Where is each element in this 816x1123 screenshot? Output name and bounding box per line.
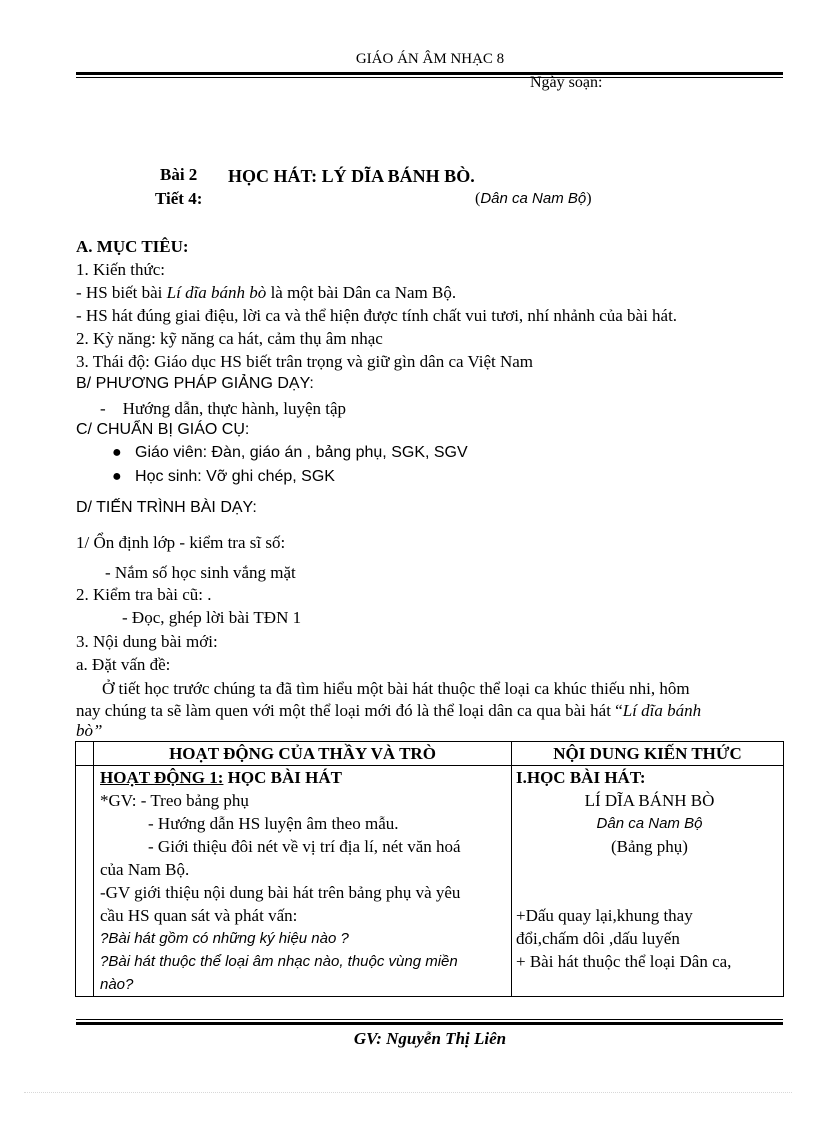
lesson-origin: (Dân ca Nam Bộ) — [475, 190, 592, 207]
section-b-heading: B/ PHƯƠNG PHÁP GIẢNG DẠY: — [76, 375, 314, 392]
table-head-activities: HOẠT ĐỘNG CỦA THẦY VÀ TRÒ — [94, 742, 512, 766]
header-rule-thin — [76, 77, 783, 78]
activity-line: -GV giới thiệu nội dung bài hát trên bảng phụ và yêu — [100, 883, 461, 902]
activity-line: - Giới thiệu đôi nét về vị trí địa lí, nét văn hoá — [148, 837, 461, 856]
table-row — [76, 766, 784, 997]
header-rule-thick — [76, 72, 783, 75]
activity-question: ?Bài hát gồm có những ký hiệu nào ? — [100, 930, 349, 947]
footer-rule-thin — [76, 1019, 783, 1020]
section-c-item-2 — [112, 468, 335, 486]
content-line: đổi,chấm dôi ,dấu luyến — [516, 929, 680, 948]
section-a2: 2. Kỳ năng: kỹ năng ca hát, cảm thụ âm nhạc — [76, 329, 383, 348]
content-song-name: LÍ DĨA BÁNH BÒ — [584, 791, 715, 810]
date-label: Ngày soạn: — [530, 74, 603, 91]
footer-rule-thick — [76, 1022, 783, 1025]
activity-question: nào? — [100, 976, 134, 993]
activity-cell — [94, 766, 512, 997]
content-blank — [516, 858, 783, 881]
activity-title — [100, 766, 511, 789]
para-line2-italic: Lí dĩa bánh — [622, 701, 702, 720]
section-a3: 3. Thái độ: Giáo dục HS biết trân trọng và giữ gìn dân ca Việt Nam — [76, 352, 534, 371]
content-title: I.HỌC BÀI HÁT: — [516, 768, 646, 787]
section-b-item: - Hướng dẫn, thực hành, luyện tập — [100, 399, 347, 418]
lesson-period: Tiết 4: — [155, 189, 203, 208]
table-spacer-cell — [76, 766, 94, 997]
section-d3: 3. Nội dung bài mới: — [76, 632, 218, 651]
footer-teacher-name: GV: Nguyễn Thị Liên — [353, 1029, 507, 1048]
content-blank — [516, 881, 783, 904]
lesson-title: HỌC HÁT: LÝ DĨA BÁNH BÒ. — [228, 166, 475, 186]
bullet-icon: ● — [112, 444, 122, 461]
activity-line: - Hướng dẫn HS luyện âm theo mẫu. — [148, 814, 399, 833]
page-bottom-dotted-line — [24, 1092, 792, 1093]
content-cell — [512, 766, 784, 997]
activity-question: ?Bài hát thuộc thể loại âm nhạc nào, thuộc vùng miền — [100, 953, 458, 970]
intro-paragraph-line2 — [76, 700, 701, 722]
table-spacer-cell — [76, 742, 94, 766]
activity-line: cầu HS quan sát và phát vấn: — [100, 906, 298, 925]
para-line2-pre: nay chúng ta sẽ làm quen với một thể loại mới đó là thể loại dân ca qua bài hát “ — [76, 701, 623, 720]
content-line: + Bài hát thuộc thể loại Dân ca, — [516, 952, 732, 971]
activity-line: của Nam Bộ. — [100, 860, 190, 879]
activity-subtitle: HỌC BÀI HÁT — [223, 768, 342, 787]
section-d1: 1/ Ổn định lớp - kiểm tra sĩ số: — [76, 533, 286, 552]
content-line: +Dấu quay lại,khung thay — [516, 906, 693, 925]
section-a-heading: A. MỤC TIÊU: — [76, 237, 189, 256]
bullet-icon: ● — [112, 468, 122, 485]
section-d3a: a. Đặt vấn đề: — [76, 655, 171, 674]
page-header-title: GIÁO ÁN ÂM NHẠC 8 — [355, 51, 505, 67]
section-a1: 1. Kiến thức: — [76, 260, 166, 279]
content-song-origin: Dân ca Nam Bộ — [596, 815, 703, 832]
table-head-content: NỘI DUNG KIẾN THỨC — [512, 742, 784, 766]
section-b-item-text: Hướng dẫn, thực hành, luyện tập — [122, 399, 347, 418]
content-note: (Bảng phụ) — [611, 837, 688, 856]
activity-line: *GV: - Treo bảng phụ — [100, 791, 249, 810]
intro-paragraph-line3: bò” — [76, 721, 103, 740]
section-c-heading: C/ CHUẨN BỊ GIÁO CỤ: — [76, 421, 250, 438]
activity-label: HOẠT ĐỘNG 1: — [100, 768, 224, 787]
section-d-heading: D/ TIẾN TRÌNH BÀI DẠY: — [76, 499, 257, 516]
song-name-italic: Lí dĩa bánh bò — [166, 283, 267, 302]
section-a1-line2: - HS hát đúng giai điệu, lời ca và thể hiện được tính chất vui tươi, nhí nhảnh của bài hát. — [76, 306, 678, 325]
lesson-origin-text: Dân ca Nam Bộ — [480, 190, 587, 207]
a1-post: là một bài Dân ca Nam Bộ. — [266, 283, 457, 302]
intro-paragraph-line1: Ở tiết học trước chúng ta đã tìm hiểu một bài hát thuộc thể loại ca khúc thiếu nhi, hôm — [102, 679, 690, 698]
lesson-activity-table — [75, 741, 784, 997]
section-d2: 2. Kiểm tra bài cũ: . — [76, 585, 212, 604]
section-a1-line1 — [76, 282, 456, 304]
table-header-row — [76, 742, 784, 766]
a1-pre: - HS biết bài — [76, 283, 167, 302]
section-d1-item: - Nắm số học sinh vắng mặt — [105, 563, 296, 582]
section-d2-item: - Đọc, ghép lời bài TĐN 1 — [122, 608, 302, 627]
section-c-item-1 — [112, 444, 468, 462]
c-item-2-text: Học sinh: Vỡ ghi chép, SGK — [135, 468, 335, 485]
c-item-1-text: Giáo viên: Đàn, giáo án , bảng phụ, SGK, SGV — [135, 444, 468, 461]
lesson-number: Bài 2 — [160, 165, 198, 184]
